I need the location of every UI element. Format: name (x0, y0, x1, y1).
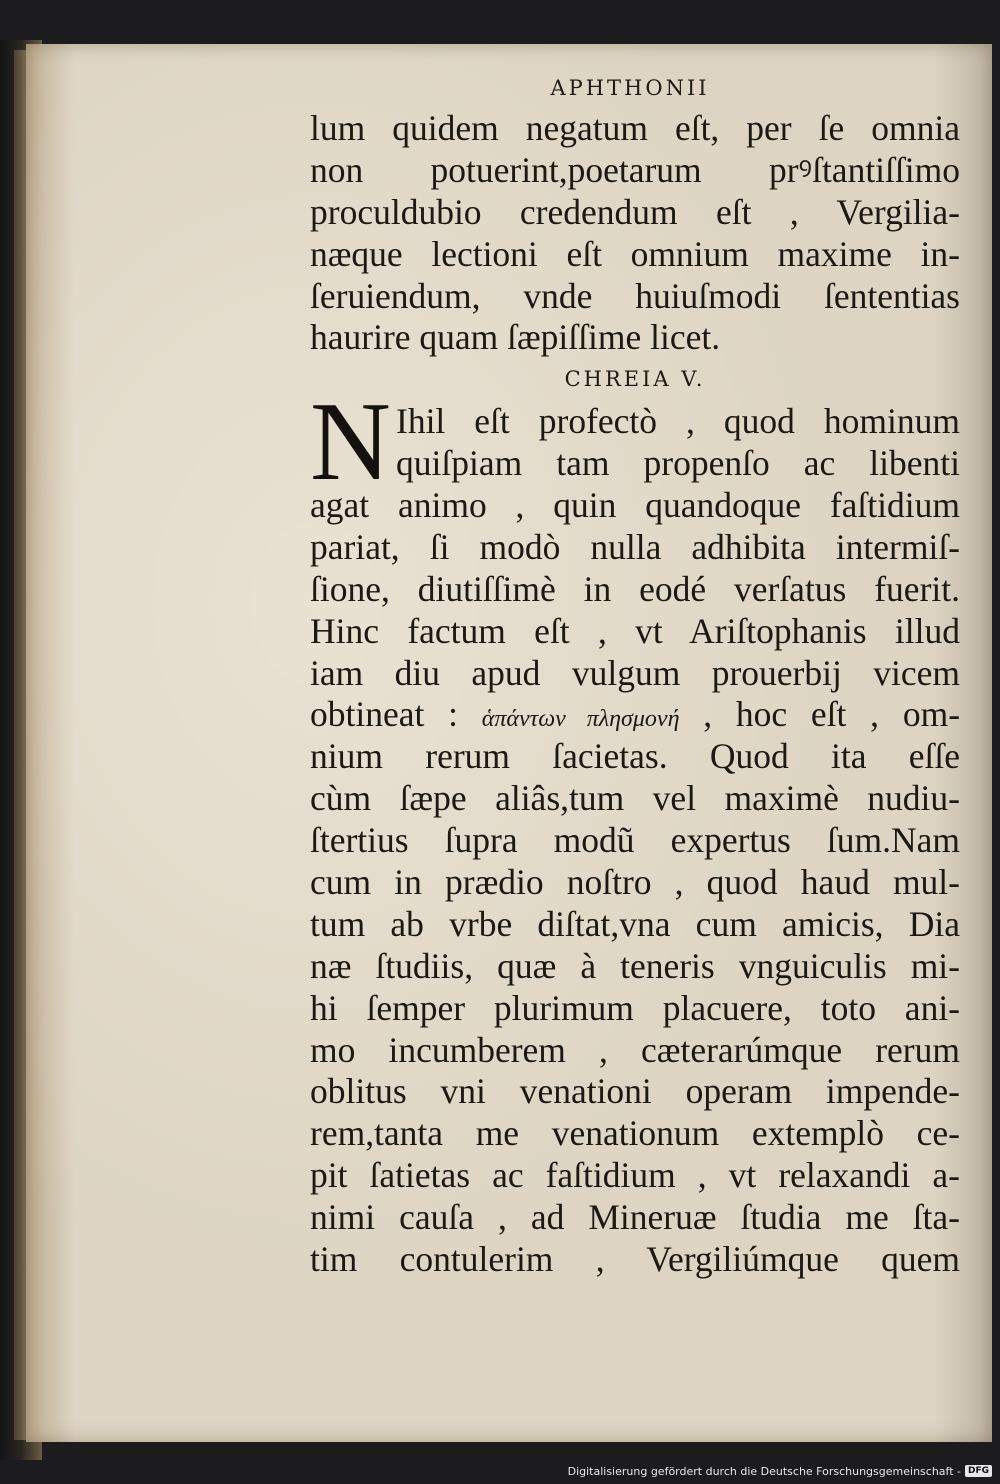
page-text (310, 108, 960, 1281)
chapter-heading: CHREIA V. (564, 367, 706, 392)
text-line: hi ſemper plurimum placuere, toto ani- (310, 987, 960, 1028)
paragraph-chreia (310, 380, 961, 1281)
text-line: mo incumberem , cæterarúmque rerum (310, 1029, 960, 1070)
dropcap-lines (310, 380, 960, 505)
greek-quotation: ἁπάντων πλησμονή (481, 706, 680, 733)
text-line: Hinc factum eſt , vt Ariſtophanis illud (310, 610, 960, 651)
text-line: tum ab vrbe diſtat,vna cum amicis, Dia (310, 903, 960, 944)
text-line: tim contulerim , Vergiliúmque quem (310, 1239, 960, 1280)
text-line: haurire quam ſæpiſſime licet. (310, 317, 721, 358)
text-line: Ihil eſt profectò , quod hominum (396, 401, 960, 442)
text-line: ſtertius ſupra modũ expertus ſum.Nam (310, 820, 960, 861)
text-line: quiſpiam tam propenſo ac libenti (396, 443, 960, 484)
text-line: proculdubio credendum eſt , Vergilia- (310, 191, 960, 232)
paragraph-lines-continued (310, 736, 960, 1281)
text-line: nium rerum ſacietas. Quod ita eſſe (310, 736, 960, 777)
text-line-greek (310, 694, 960, 736)
paragraph-continued (310, 108, 960, 359)
text-line: næ ſtudiis, quæ à teneris vnguiculis mi- (310, 945, 960, 986)
text-line: nimi cauſa , ad Mineruæ ſtudia me ſta- (310, 1197, 960, 1238)
running-head: APHTHONII (550, 76, 710, 100)
text-line: næque lectioni eſt omnium maxime in- (310, 233, 960, 274)
text-line: iam diu apud vulgum prouerbij vicem (310, 652, 960, 693)
text-line: lum quidem negatum eſt, per ſe omnia (310, 108, 960, 148)
text-line: agat animo , quin quandoque faſtidium (310, 485, 960, 526)
paragraph-lines (310, 485, 960, 694)
digitization-footer (568, 1462, 992, 1480)
text-line: non potuerint,poetarum prꝰſtantiſſimo (310, 149, 960, 190)
footer-credit: Digitalisierung gefördert durch die Deutsche Forschungsgemeinschaft - (567, 1464, 961, 1478)
greek-line-after: , hoc eſt , om- (703, 694, 961, 735)
greek-line-before: obtineat : (310, 694, 458, 735)
drop-cap: N (310, 380, 391, 505)
dfg-logo: DFG (965, 1465, 992, 1477)
text-line: cum in prædio noſtro , quod haud mul- (310, 862, 960, 903)
text-line: ſeruiendum, vnde huiuſmodi ſententias (310, 275, 960, 316)
text-line: oblitus vni venationi operam impende- (310, 1071, 960, 1112)
text-line: pit ſatietas ac faſtidium , vt relaxandi a- (310, 1155, 960, 1196)
text-line: ſione, diutiſſimè in eodé verſatus fuerit. (310, 568, 960, 609)
text-line: rem,tanta me venationum extemplò ce- (310, 1113, 960, 1154)
text-line: cùm ſæpe aliâs,tum vel maximè nudiu- (310, 778, 960, 819)
text-line: pariat, ſi modò nulla adhibita intermiſ- (310, 526, 960, 567)
